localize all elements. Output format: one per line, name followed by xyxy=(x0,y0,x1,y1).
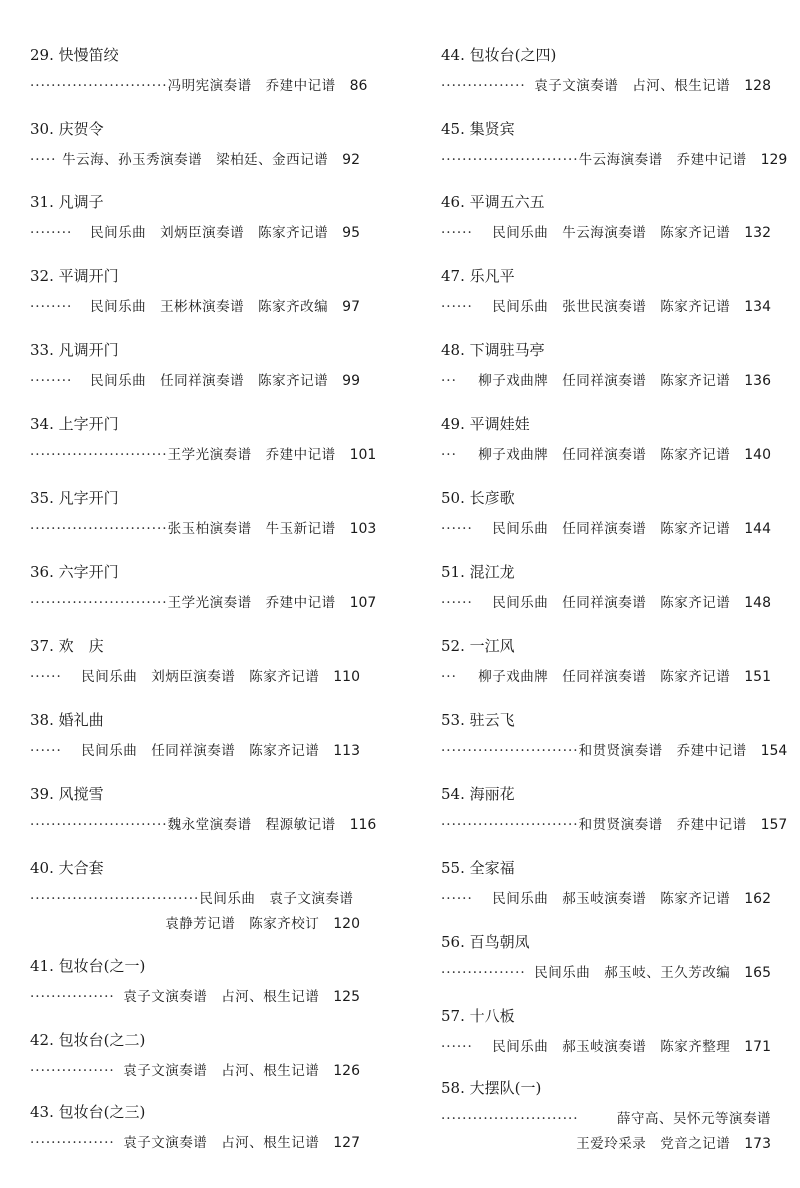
page-number: 151 xyxy=(744,669,771,685)
toc-entry xyxy=(30,858,360,932)
page-number: 97 xyxy=(342,299,360,315)
toc-entry xyxy=(441,636,771,685)
page-number: 162 xyxy=(744,891,771,907)
entry-title: 44. 包妆台(之四) xyxy=(441,46,557,64)
leader-dots: ······ xyxy=(30,743,62,759)
leader-dots: ······ xyxy=(441,595,473,611)
entry-credits: 民间乐曲 郝玉岐演奏谱 陈家齐记谱 xyxy=(492,891,731,907)
entry-credits: 民间乐曲 任同祥演奏谱 陈家齐记谱 xyxy=(492,595,731,611)
leader-dots: ·························· xyxy=(30,521,168,537)
toc-entry xyxy=(441,858,771,907)
entry-title: 40. 大合套 xyxy=(30,859,104,877)
page-number: 144 xyxy=(744,521,771,537)
page-number: 120 xyxy=(333,916,360,932)
leader-dots: ·························· xyxy=(441,152,579,168)
entry-title: 52. 一江风 xyxy=(441,637,515,655)
entry-title: 45. 集贤宾 xyxy=(441,120,515,138)
entry-credits: 魏永堂演奏谱 程源敏记谱 xyxy=(167,817,336,833)
entry-credits: 民间乐曲 牛云海演奏谱 陈家齐记谱 xyxy=(492,225,731,241)
leader-dots: ·························· xyxy=(30,447,168,463)
entry-title: 58. 大摆队(一) xyxy=(441,1079,542,1097)
toc-entry xyxy=(441,488,771,537)
entry-title: 31. 凡调子 xyxy=(30,193,104,211)
toc-entry xyxy=(30,1030,360,1079)
leader-dots: ··· xyxy=(441,669,457,685)
leader-dots: ······ xyxy=(441,891,473,907)
leader-dots: ················ xyxy=(441,78,526,94)
entry-credits: 民间乐曲 任同祥演奏谱 陈家齐记谱 xyxy=(492,521,731,537)
page-number: 99 xyxy=(342,373,360,389)
leader-dots: ······ xyxy=(441,521,473,537)
entry-title: 57. 十八板 xyxy=(441,1007,515,1025)
leader-dots: ········ xyxy=(30,373,73,389)
entry-title: 41. 包妆台(之一) xyxy=(30,957,146,975)
page-number: 173 xyxy=(744,1136,771,1152)
entry-title: 29. 快慢笛绞 xyxy=(30,46,119,64)
leader-dots: ································ xyxy=(30,891,200,907)
page-number: 107 xyxy=(349,595,377,611)
entry-credits: 薛守高、吴怀元等演奏谱 xyxy=(617,1111,771,1127)
page-number: 86 xyxy=(349,78,368,94)
leader-dots: ······ xyxy=(441,1039,473,1055)
toc-entry xyxy=(441,562,771,611)
toc-entry xyxy=(30,956,360,1005)
entry-title: 51. 混江龙 xyxy=(441,563,515,581)
entry-title: 32. 平调开门 xyxy=(30,267,119,285)
page-number: 154 xyxy=(760,743,788,759)
page-number: 129 xyxy=(760,152,788,168)
entry-title: 47. 乐凡平 xyxy=(441,267,515,285)
leader-dots: ················ xyxy=(30,1063,115,1079)
page-number: 165 xyxy=(744,965,771,981)
page-number: 127 xyxy=(333,1135,360,1151)
page-number: 103 xyxy=(349,521,377,537)
page-number: 110 xyxy=(333,669,360,685)
page-number: 128 xyxy=(744,78,771,94)
entry-credits: 民间乐曲 刘炳臣演奏谱 陈家齐记谱 xyxy=(90,225,329,241)
entry-credits: 袁子文演奏谱 占河、根生记谱 xyxy=(123,1063,320,1079)
page-number: 132 xyxy=(744,225,771,241)
leader-dots: ················ xyxy=(30,1135,115,1151)
entry-credits: 民间乐曲 刘炳臣演奏谱 陈家齐记谱 xyxy=(81,669,320,685)
page-number: 157 xyxy=(760,817,788,833)
page-number: 126 xyxy=(333,1063,360,1079)
entry-title: 54. 海丽花 xyxy=(441,785,515,803)
page-number: 101 xyxy=(349,447,377,463)
entry-credits: 袁子文演奏谱 占河、根生记谱 xyxy=(123,989,320,1005)
entry-title: 46. 平调五六五 xyxy=(441,193,545,211)
leader-dots: ·························· xyxy=(441,817,579,833)
entry-credits: 柳子戏曲牌 任同祥演奏谱 陈家齐记谱 xyxy=(478,447,731,463)
page-number: 95 xyxy=(342,225,360,241)
page-number: 140 xyxy=(744,447,771,463)
entry-title: 36. 六字开门 xyxy=(30,563,119,581)
entry-title: 56. 百鸟朝凤 xyxy=(441,933,530,951)
leader-dots: ······ xyxy=(30,669,62,685)
toc-entry xyxy=(441,45,771,94)
toc-entry xyxy=(30,636,360,685)
leader-dots: ······ xyxy=(441,299,473,315)
toc-entry xyxy=(30,414,377,463)
entry-title: 50. 长彦歌 xyxy=(441,489,515,507)
toc-entry xyxy=(30,119,360,168)
toc-entry xyxy=(30,562,377,611)
toc-entry xyxy=(441,1078,771,1152)
toc-entry xyxy=(441,119,788,168)
entry-title: 39. 风搅雪 xyxy=(30,785,104,803)
toc-entry xyxy=(30,45,368,94)
leader-dots: ·························· xyxy=(441,1111,579,1127)
page-number: 125 xyxy=(333,989,360,1005)
toc-entry xyxy=(441,1006,771,1055)
entry-credits: 王学光演奏谱 乔建中记谱 xyxy=(167,447,336,463)
entry-credits: 民间乐曲 郝玉岐演奏谱 陈家齐整理 xyxy=(492,1039,731,1055)
entry-credits: 袁子文演奏谱 占河、根生记谱 xyxy=(123,1135,320,1151)
toc-entry xyxy=(441,414,771,463)
leader-dots: ·························· xyxy=(30,78,168,94)
entry-credits: 张玉柏演奏谱 牛玉新记谱 xyxy=(167,521,336,537)
entry-credits: 民间乐曲 任同祥演奏谱 陈家齐记谱 xyxy=(90,373,329,389)
leader-dots: ················ xyxy=(441,965,526,981)
toc-entry xyxy=(30,784,377,833)
leader-dots: ·························· xyxy=(441,743,579,759)
entry-title: 53. 驻云飞 xyxy=(441,711,515,729)
toc-entry xyxy=(30,710,360,759)
page-number: 134 xyxy=(744,299,771,315)
entry-title: 34. 上字开门 xyxy=(30,415,119,433)
entry-credits: 柳子戏曲牌 任同祥演奏谱 陈家齐记谱 xyxy=(478,373,731,389)
entry-title: 48. 下调驻马亭 xyxy=(441,341,545,359)
toc-entry xyxy=(30,488,377,537)
toc-entry xyxy=(441,192,771,241)
toc-entry xyxy=(441,784,788,833)
entry-credits: 牛云海演奏谱 乔建中记谱 xyxy=(578,152,747,168)
entry-title: 55. 全家福 xyxy=(441,859,515,877)
entry-title: 38. 婚礼曲 xyxy=(30,711,104,729)
entry-credits: 民间乐曲 袁子文演奏谱 xyxy=(199,891,354,907)
toc-entry xyxy=(441,266,771,315)
page-number: 113 xyxy=(333,743,360,759)
entry-title: 43. 包妆台(之三) xyxy=(30,1103,146,1121)
toc-entry xyxy=(441,710,788,759)
leader-dots: ················ xyxy=(30,989,115,1005)
entry-credits: 和贯贤演奏谱 乔建中记谱 xyxy=(578,743,747,759)
leader-dots: ····· xyxy=(30,152,57,168)
page-number: 92 xyxy=(342,152,360,168)
leader-dots: ·························· xyxy=(30,817,168,833)
toc-entry xyxy=(30,340,360,389)
entry-title: 30. 庆贺令 xyxy=(30,120,104,138)
page-number: 171 xyxy=(744,1039,771,1055)
toc-entry xyxy=(30,1102,360,1151)
toc-entry xyxy=(30,192,360,241)
page-number: 116 xyxy=(349,817,377,833)
toc-entry xyxy=(441,340,771,389)
toc-entry xyxy=(30,266,360,315)
entry-credits: 民间乐曲 王彬林演奏谱 陈家齐改编 xyxy=(90,299,329,315)
entry-credits: 牛云海、孙玉秀演奏谱 梁柏廷、金西记谱 xyxy=(62,152,329,168)
entry-credits: 冯明宪演奏谱 乔建中记谱 xyxy=(167,78,336,94)
leader-dots: ··· xyxy=(441,373,457,389)
entry-credits: 民间乐曲 郝玉岐、王久芳改编 xyxy=(534,965,731,981)
entry-credits: 柳子戏曲牌 任同祥演奏谱 陈家齐记谱 xyxy=(478,669,731,685)
entry-credits-continued: 王爱玲采录 党音之记谱 xyxy=(576,1136,731,1152)
leader-dots: ········ xyxy=(30,299,73,315)
entry-title: 33. 凡调开门 xyxy=(30,341,119,359)
entry-credits: 和贯贤演奏谱 乔建中记谱 xyxy=(578,817,747,833)
leader-dots: ······ xyxy=(441,225,473,241)
entry-title: 42. 包妆台(之二) xyxy=(30,1031,146,1049)
entry-credits: 袁子文演奏谱 占河、根生记谱 xyxy=(534,78,731,94)
leader-dots: ·························· xyxy=(30,595,168,611)
leader-dots: ··· xyxy=(441,447,457,463)
entry-title: 37. 欢 庆 xyxy=(30,637,104,655)
page-number: 148 xyxy=(744,595,771,611)
entry-credits: 民间乐曲 张世民演奏谱 陈家齐记谱 xyxy=(492,299,731,315)
leader-dots: ········ xyxy=(30,225,73,241)
toc-entry xyxy=(441,932,771,981)
entry-credits-continued: 袁静芳记谱 陈家齐校订 xyxy=(165,916,320,932)
entry-title: 35. 凡字开门 xyxy=(30,489,119,507)
entry-title: 49. 平调娃娃 xyxy=(441,415,530,433)
entry-credits: 民间乐曲 任同祥演奏谱 陈家齐记谱 xyxy=(81,743,320,759)
page-number: 136 xyxy=(744,373,771,389)
entry-credits: 王学光演奏谱 乔建中记谱 xyxy=(167,595,336,611)
